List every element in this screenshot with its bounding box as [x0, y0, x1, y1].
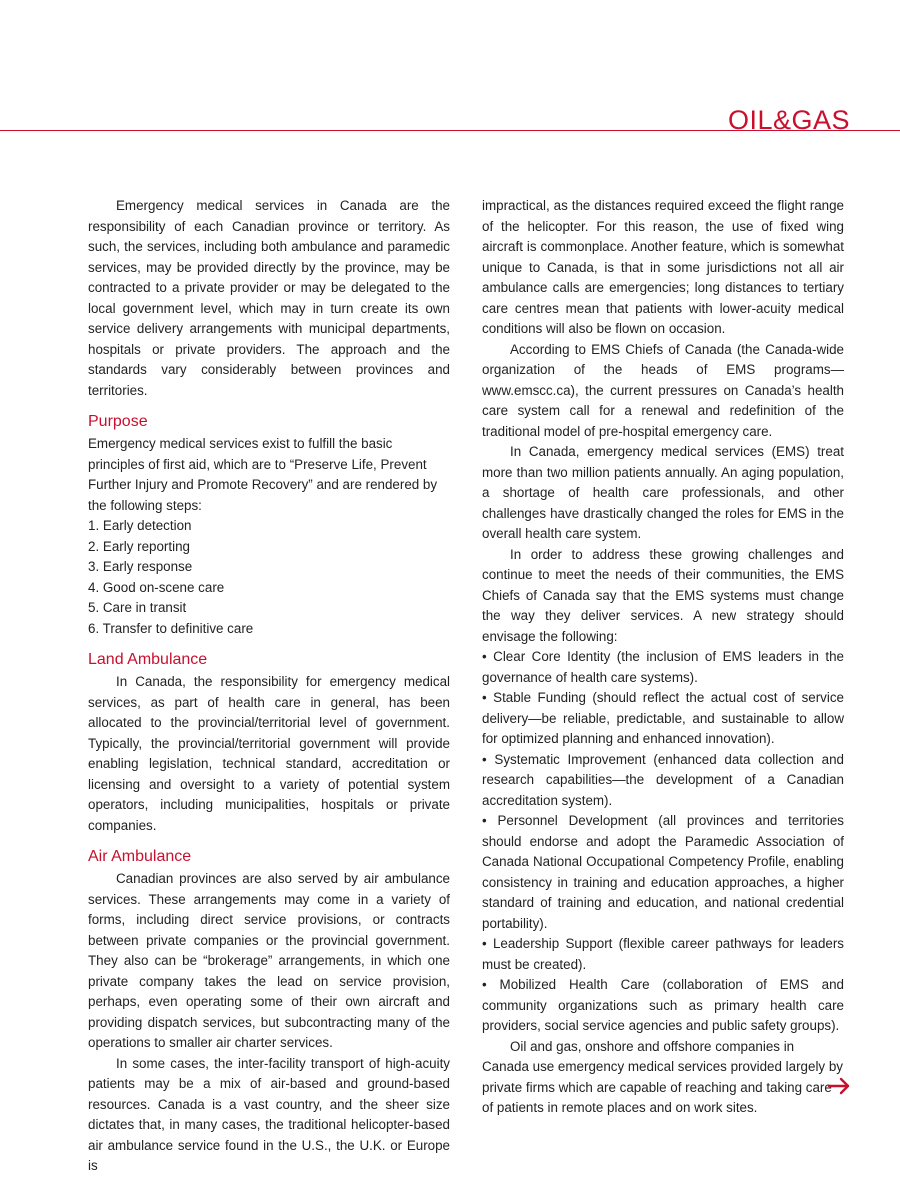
- air-ambulance-heading: Air Ambulance: [88, 848, 192, 865]
- right-column: [482, 196, 844, 1119]
- list-item: 3. Early response: [88, 559, 193, 574]
- land-ambulance-heading: Land Ambulance: [88, 651, 208, 668]
- list-item: 2. Early reporting: [88, 538, 190, 554]
- list-item: 1. Early detection: [88, 518, 192, 533]
- intro-paragraph: Emergency medical services in Canada are the responsibility of each Canadian province or territory. As such, the services, including both ambulance and paramedic services, may be provided directly by the province, may be contracted to a private provider or may be delegated to the local government level, which may in turn create its own service delivery arrangements with municipal departments, hospitals or private providers. The approach and the standards vary considerably between provinces and territories.: [88, 198, 450, 398]
- air-ambulance-paragraph: In some cases, the inter-facility transport of high-acuity patients may be a mix of air-based and ground-based resources. Canada is a vast country, and the sheer size dictates that, in many cases, the traditional helicopter-based air ambulance service found in the U.S., the U.K. or Europe is: [88, 1055, 450, 1173]
- oil-gas-paragraph: Oil and gas, onshore and offshore companies in Canada use emergency medical services provided largely by private firms which are capable of reaching and taking care of patients in remote places and on work sites.: [482, 1038, 843, 1115]
- ems-patients-paragraph: In Canada, emergency medical services (EMS) treat more than two million patients annually. An aging population, a shortage of health care professionals, and other challenges have drastically changed the roles for EMS in the overall health care system.: [482, 444, 844, 541]
- strategy-paragraph: In order to address these growing challenges and continue to meet the needs of their communities, the EMS Chiefs of Canada say that the EMS systems must change the way they deliver services. A new strategy should envisage the following:: [482, 546, 844, 644]
- list-item: • Clear Core Identity (the inclusion of EMS leaders in the governance of health care systems).: [482, 649, 844, 685]
- list-item: 5. Care in transit: [88, 600, 187, 615]
- section-tag: OIL&GAS: [727, 105, 850, 135]
- list-item: • Mobilized Health Care (collaboration of EMS and community organizations such as primary health care providers, social service agencies and public safety groups).: [482, 977, 844, 1033]
- list-item: • Personnel Development (all provinces and territories should endorse and adopt the Paramedic Association of Canada National Occupational Competency Profile, enabling consistency in training and education approaches, a higher standard of training and education, and national credential portability).: [482, 813, 844, 931]
- strategy-list: [482, 647, 844, 1037]
- list-item: 6. Transfer to definitive care: [88, 620, 254, 636]
- list-item: • Stable Funding (should reflect the actual cost of service delivery—be reliable, predictable, and sustainable to allow for optimized planning and enhanced innovation).: [482, 690, 844, 746]
- list-item: • Leadership Support (flexible career pathways for leaders must be created).: [482, 936, 844, 972]
- ems-chiefs-paragraph: According to EMS Chiefs of Canada (the Canada-wide organization of the heads of EMS programs—www.emscc.ca), the current pressures on Canada’s health care system call for a renewal and redefinition of the traditional model of pre-hospital emergency care.: [482, 341, 844, 439]
- purpose-heading: Purpose: [88, 413, 148, 430]
- list-item: 4. Good on-scene care: [88, 579, 225, 595]
- left-column: [88, 196, 450, 1177]
- land-ambulance-paragraph: In Canada, the responsibility for emergency medical services, as part of health care in general, has been allocated to the provincial/territorial level of government. Typically, the provincial/territorial government will provide enabling legislation, technical standard, accreditation or licensing and oversight to a variety of potential system operators, including municipalities, hospitals or private companies.: [88, 674, 450, 833]
- list-item: • Systematic Improvement (enhanced data collection and research capabilities—the development of a Canadian accreditation system).: [482, 751, 844, 808]
- right-arrow-icon[interactable]: [827, 1075, 851, 1097]
- air-ambulance-paragraph: Canadian provinces are also served by air ambulance services. These arrangements may come in a variety of forms, including direct service provisions, or contracts between private companies or the provincial government. They also can be “brokerage” arrangements, in which one private company takes the lead on service provision, perhaps, even operating some of their own aircraft and providing dispatch services, but subcontracting many of the operations to smaller air charter services.: [88, 871, 450, 1050]
- purpose-paragraph: Emergency medical services exist to fulfill the basic principles of first aid, which are to “Preserve Life, Prevent Further Injury and Promote Recovery” and are rendered by the following steps:: [88, 436, 438, 513]
- steps-list: [88, 516, 450, 639]
- continued-paragraph: impractical, as the distances required exceed the flight range of the helicopter. For this reason, the use of fixed wing aircraft is commonplace. Another feature, which is somewhat unique to Canada, is that in some jurisdictions not all air ambulance calls are emergencies; long distances to tertiary care centres mean that patients with lower-acuity medical conditions will also be flown on occasion.: [482, 198, 844, 336]
